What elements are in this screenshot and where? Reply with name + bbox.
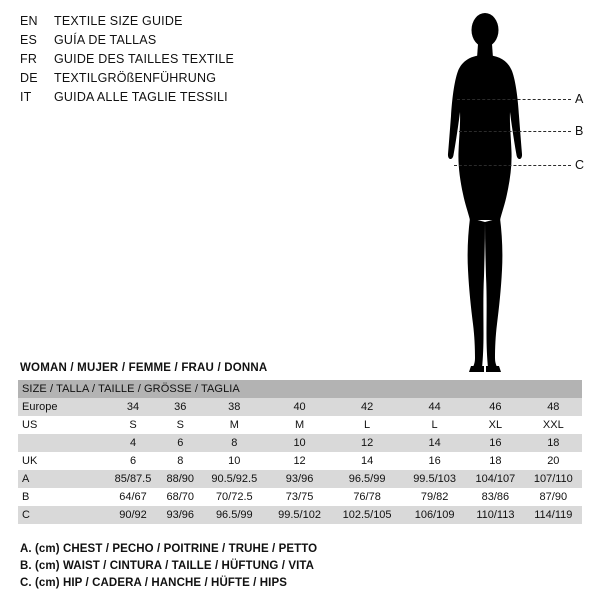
cell: 85/87.5 — [106, 470, 160, 488]
cell: L — [403, 416, 466, 434]
footnote-waist: B. (cm) WAIST / CINTURA / TAILLE / HÜFTUNG / VITA — [20, 560, 315, 572]
cell: 48 — [525, 398, 582, 416]
table-header-label: SIZE / TALLA / TAILLE / GRÖSSE / TAGLIA — [18, 380, 582, 398]
cell: 70/72.5 — [201, 488, 269, 506]
language-title: GUIDA ALLE TAGLIE TESSILI — [54, 90, 228, 104]
cell: XL — [466, 416, 525, 434]
cell: 44 — [403, 398, 466, 416]
cell: 90.5/92.5 — [201, 470, 269, 488]
row-label: B — [18, 488, 106, 506]
cell: 36 — [160, 398, 201, 416]
cell: 18 — [466, 452, 525, 470]
table-header-row — [18, 380, 582, 398]
measurement-label-c: C — [575, 158, 585, 172]
table-row — [18, 452, 582, 470]
row-label: UK — [18, 452, 106, 470]
table-row — [18, 416, 582, 434]
table-row — [18, 488, 582, 506]
cell: 64/67 — [106, 488, 160, 506]
footnote-hip: C. (cm) HIP / CADERA / HANCHE / HÜFTE / HIPS — [20, 577, 288, 589]
table-row — [18, 434, 582, 452]
language-row-it — [20, 90, 320, 109]
language-code: FR — [20, 52, 38, 66]
figure-area — [400, 8, 600, 378]
row-label: A — [18, 470, 106, 488]
cell: 12 — [268, 452, 331, 470]
cell: 99.5/102 — [268, 506, 331, 524]
cell: 102.5/105 — [331, 506, 403, 524]
measurement-label-b: B — [575, 124, 584, 138]
cell: 4 — [106, 434, 160, 452]
cell: 96.5/99 — [201, 506, 269, 524]
cell: S — [106, 416, 160, 434]
cell: 96.5/99 — [331, 470, 403, 488]
language-title: TEXTILGRÖßENFÜHRUNG — [54, 71, 217, 85]
size-table — [18, 380, 582, 524]
cell: 46 — [466, 398, 525, 416]
language-code: IT — [20, 90, 32, 104]
language-row-es — [20, 33, 320, 52]
cell: 90/92 — [106, 506, 160, 524]
cell: 20 — [525, 452, 582, 470]
section-caption: WOMAN / MUJER / FEMME / FRAU / DONNA — [20, 362, 268, 374]
cell: 12 — [331, 434, 403, 452]
cell: 99.5/103 — [403, 470, 466, 488]
cell: 38 — [201, 398, 269, 416]
measurement-label-a: A — [575, 92, 584, 106]
cell: 10 — [201, 452, 269, 470]
table-row — [18, 470, 582, 488]
cell: 8 — [201, 434, 269, 452]
cell: 106/109 — [403, 506, 466, 524]
measurement-line-b — [459, 131, 571, 132]
cell: 88/90 — [160, 470, 201, 488]
cell: 104/107 — [466, 470, 525, 488]
table-row — [18, 506, 582, 524]
cell: 110/113 — [466, 506, 525, 524]
row-label: Europe — [18, 398, 106, 416]
measurement-line-a — [457, 99, 571, 100]
measurement-line-c — [454, 165, 571, 166]
row-label: US — [18, 416, 106, 434]
cell: 76/78 — [331, 488, 403, 506]
cell: 34 — [106, 398, 160, 416]
female-silhouette-icon — [400, 8, 600, 378]
cell: L — [331, 416, 403, 434]
footnotes — [20, 543, 580, 594]
cell: 16 — [403, 452, 466, 470]
cell: 68/70 — [160, 488, 201, 506]
cell: 42 — [331, 398, 403, 416]
language-code: ES — [20, 33, 38, 47]
language-list — [20, 14, 320, 109]
row-label — [18, 434, 106, 452]
row-label: C — [18, 506, 106, 524]
cell: S — [160, 416, 201, 434]
cell: 14 — [403, 434, 466, 452]
language-title: TEXTILE SIZE GUIDE — [54, 14, 183, 28]
language-title: GUIDE DES TAILLES TEXTILE — [54, 52, 235, 66]
language-title: GUÍA DE TALLAS — [54, 33, 157, 47]
cell: 79/82 — [403, 488, 466, 506]
cell: 16 — [466, 434, 525, 452]
cell: 93/96 — [268, 470, 331, 488]
cell: 107/110 — [525, 470, 582, 488]
cell: 93/96 — [160, 506, 201, 524]
language-code: EN — [20, 14, 38, 28]
cell: 6 — [160, 434, 201, 452]
cell: 83/86 — [466, 488, 525, 506]
cell: 73/75 — [268, 488, 331, 506]
cell: 14 — [331, 452, 403, 470]
language-row-en — [20, 14, 320, 33]
footnote-chest: A. (cm) CHEST / PECHO / POITRINE / TRUHE / PETTO — [20, 543, 318, 555]
cell: 87/90 — [525, 488, 582, 506]
cell: 8 — [160, 452, 201, 470]
cell: 18 — [525, 434, 582, 452]
cell: 40 — [268, 398, 331, 416]
language-row-fr — [20, 52, 320, 71]
cell: XXL — [525, 416, 582, 434]
cell: M — [201, 416, 269, 434]
language-row-de — [20, 71, 320, 90]
cell: 6 — [106, 452, 160, 470]
cell: 114/119 — [525, 506, 582, 524]
language-code: DE — [20, 71, 38, 85]
cell: 10 — [268, 434, 331, 452]
table-row — [18, 398, 582, 416]
cell: M — [268, 416, 331, 434]
